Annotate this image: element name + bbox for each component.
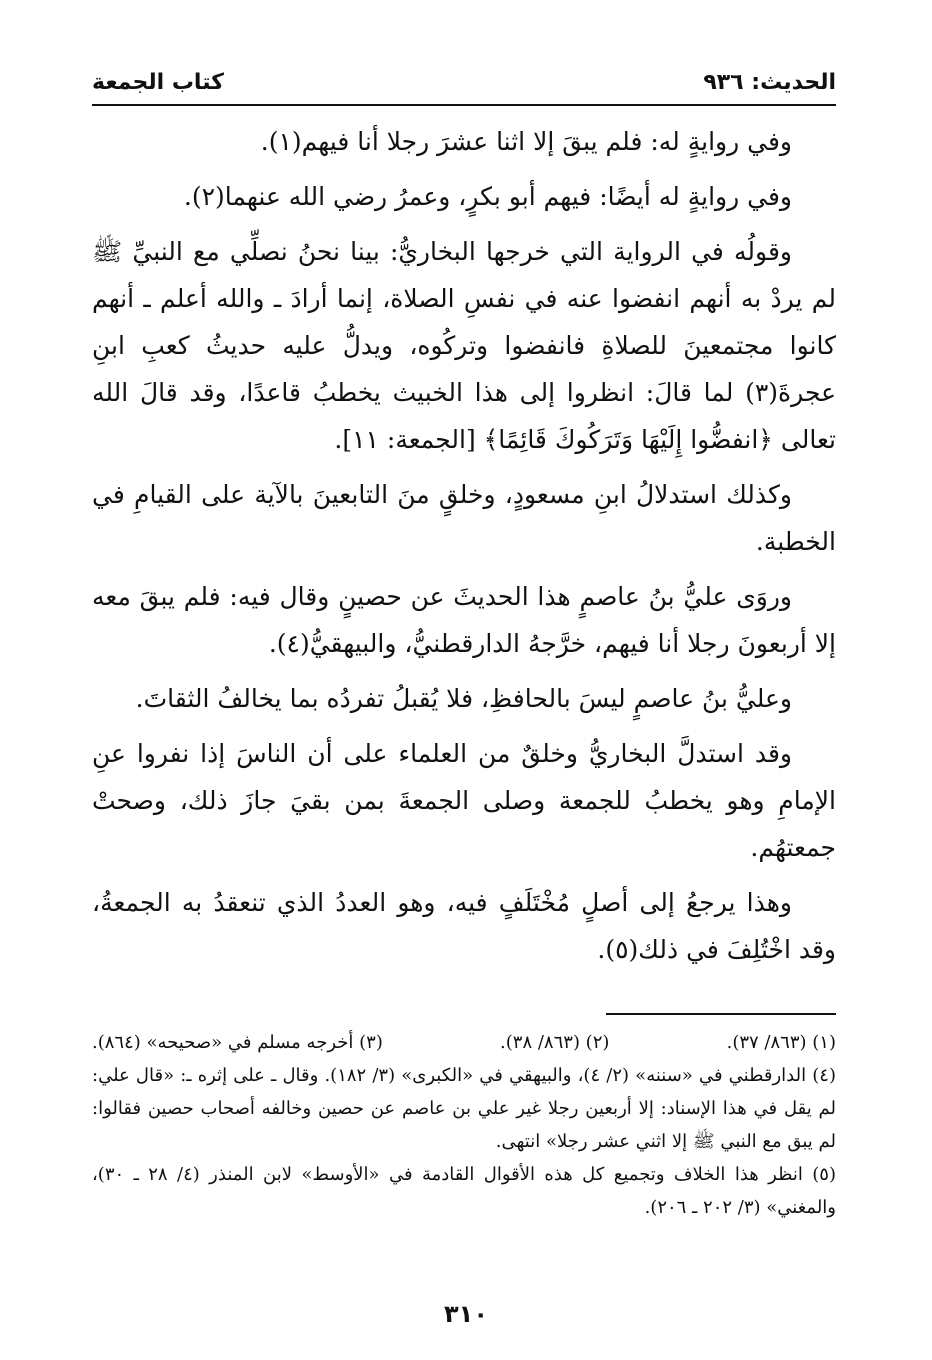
footnote-3: (٣) أخرجه مسلم في «صحيحه» (٨٦٤). — [92, 1032, 383, 1053]
paragraph-5: وروَى عليُّ بنُ عاصمٍ هذا الحديثَ عن حصينٍ وقال فيه: فلم يبقَ معه إلا أربعونَ رجلا أنا فيهم، خرَّجهُ الدارقطنيُّ، والبيهقيُّ(٤). — [92, 582, 836, 658]
paragraph-3: وقولُه في الرواية التي خرجها البخاريُّ: بينا نحنُ نصلِّي مع النبيِّ ﷺ لم يردْ به أنهم انفضوا عنه في نفسِ الصلاة، إنما أرادَ ـ والله أعلم ـ أنهم كانوا مجتمعينَ للصلاةِ فانفضوا وتركُوه، ويدلُّ عليه حديثُ كعبِ ابنِ عجرةَ(٣) لما قالَ: انظروا إلى هذا الخبيث يخطبُ قاعدًا، وقد قالَ الله تعالى ﴿انفضُّوا إِلَيْهَا وَتَرَكُوكَ قَائِمًا﴾ [الجمعة: ١١]. — [92, 237, 836, 454]
footnote-5: (٥) انظر هذا الخلاف وتجميع كل هذه الأقوال القادمة في «الأوسط» لابن المنذر (٤/ ٢٨ ـ ٣٠)، والمغني» (٣/ ٢٠٢ ـ ٢٠٦). — [92, 1164, 836, 1218]
hadith-reference: الحديث: ٩٣٦ — [703, 70, 836, 95]
paragraph-4: وكذلك استدلالُ ابنِ مسعودٍ، وخلقٍ منَ التابعينَ بالآية على القيامِ في الخطبة. — [92, 480, 836, 556]
book-title: كتاب الجمعة — [92, 70, 224, 95]
paragraph-6: وعليُّ بنُ عاصمٍ ليسَ بالحافظِ، فلا يُقبلُ تفردُه بما يخالفُ الثقاتَ. — [135, 684, 792, 713]
paragraph-7: وقد استدلَّ البخاريُّ وخلقٌ من العلماء على أن الناسَ إذا نفروا عنِ الإمامِ وهو يخطبُ للجمعة وصلى الجمعةَ بمن بقيَ جازَ ذلك، وصحتْ جمعتهُم. — [92, 739, 836, 862]
paragraph-8: وهذا يرجعُ إلى أصلٍ مُخْتَلَفٍ فيه، وهو العددُ الذي تنعقدُ به الجمعةُ، وقد اخْتُلِفَ في ذلك(٥). — [92, 888, 836, 964]
paragraph-1: وفي روايةٍ له: فلم يبقَ إلا اثنا عشرَ رجلا أنا فيهم(١). — [260, 127, 792, 156]
page-number: ٣١٠ — [444, 1300, 488, 1328]
footnote-divider — [606, 1013, 836, 1015]
footnotes — [92, 1026, 836, 1224]
footnote-4: (٤) الدارقطني في «سننه» (٢/ ٤)، والبيهقي في «الكبرى» (٣/ ١٨٢). وقال ـ على إثره ـ: «قال علي: لم يقل في هذا الإسناد: إلا أربعين رجلا غير علي بن عاصم عن حصين وخالفه أصحاب حصين فقالوا: لم يبق مع النبي ﷺ إلا اثني عشر رجلا» انتهى. — [92, 1065, 836, 1152]
footnote-2: (٢) (٨٦٣/ ٣٨). — [500, 1032, 610, 1053]
header-divider — [92, 104, 836, 106]
footnote-row-1 — [92, 1026, 836, 1059]
footnote-1: (١) (٨٦٣/ ٣٧). — [726, 1032, 836, 1053]
main-text — [92, 118, 836, 973]
running-header — [92, 62, 836, 102]
paragraph-2: وفي روايةٍ له أيضًا: فيهم أبو بكرٍ، وعمرُ رضي الله عنهما(٢). — [183, 182, 792, 211]
